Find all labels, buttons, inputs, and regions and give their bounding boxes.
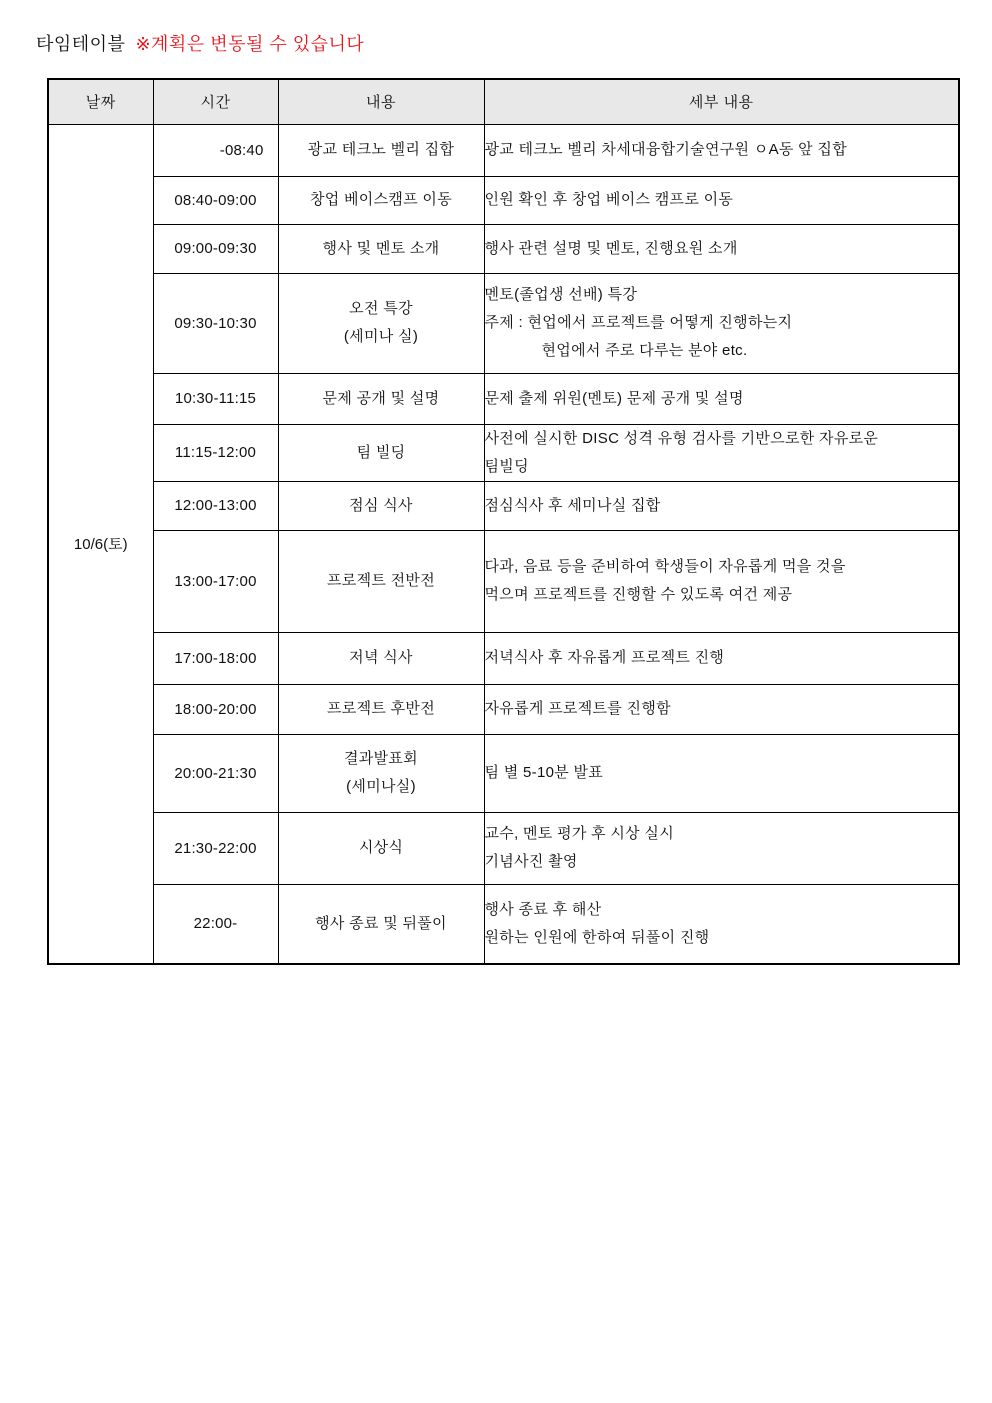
detail-line: 현업에서 주로 다루는 분야 etc. — [541, 342, 748, 359]
detail-line: 점심식사 후 세미나실 집합 — [484, 496, 661, 514]
col-header-time: 시간 — [153, 79, 278, 124]
title-text: 타임테이블 — [36, 34, 126, 54]
detail-cell — [484, 812, 959, 884]
detail-cell — [484, 481, 959, 530]
detail-cell — [484, 632, 959, 684]
date-cell: 10/6(토) — [48, 124, 153, 964]
content-cell — [278, 424, 484, 481]
detail-cell — [484, 373, 959, 424]
header-row — [48, 79, 959, 124]
table-row — [48, 734, 959, 812]
table-row — [48, 373, 959, 424]
table-row — [48, 530, 959, 632]
time-cell: 08:40-09:00 — [153, 176, 278, 224]
time-cell: 09:30-10:30 — [153, 273, 278, 373]
content-cell — [278, 224, 484, 273]
detail-cell — [484, 424, 959, 481]
content-cell — [278, 812, 484, 884]
time-cell: 17:00-18:00 — [153, 632, 278, 684]
detail-cell — [484, 734, 959, 812]
col-header-content: 내용 — [278, 79, 484, 124]
time-cell: 22:00- — [153, 884, 278, 964]
detail-line: 먹으며 프로젝트를 진행할 수 있도록 여건 제공 — [484, 586, 793, 603]
page-title — [36, 30, 364, 56]
detail-cell — [484, 176, 959, 224]
time-cell: -08:40 — [153, 124, 278, 176]
detail-line: 사전에 실시한 DISC 성격 유형 검사를 기반으로한 자유로운 — [484, 429, 879, 447]
detail-line: 자유롭게 프로젝트를 진행함 — [484, 700, 671, 717]
table-row — [48, 812, 959, 884]
table-row — [48, 224, 959, 273]
timetable-body — [48, 124, 959, 964]
detail-cell — [484, 884, 959, 964]
table-row — [48, 124, 959, 176]
detail-line: 주제 : 현업에서 프로젝트를 어떻게 진행하는지 — [484, 314, 793, 331]
detail-line: 기념사진 촬영 — [484, 853, 578, 870]
content-cell — [278, 124, 484, 176]
table-row — [48, 273, 959, 373]
content-cell — [278, 176, 484, 224]
content-line: 점심 식사 — [349, 496, 413, 514]
detail-line: 광교 테크노 벨리 차세대융합기술연구원 ㅇA동 앞 집합 — [484, 141, 847, 158]
content-line: 프로젝트 후반전 — [327, 700, 435, 717]
content-line: 팀 빌딩 — [356, 443, 406, 461]
table-row — [48, 632, 959, 684]
content-cell — [278, 373, 484, 424]
content-line: 저녁 식사 — [349, 649, 413, 666]
detail-line: 팀 별 5-10분 발표 — [484, 764, 604, 781]
content-line: 행사 종료 및 뒤풀이 — [315, 914, 447, 932]
detail-cell — [484, 530, 959, 632]
detail-line: 행사 종료 후 해산 — [484, 900, 602, 918]
time-cell: 09:00-09:30 — [153, 224, 278, 273]
content-line: 창업 베이스캠프 이동 — [309, 191, 453, 208]
time-cell: 10:30-11:15 — [153, 373, 278, 424]
timetable-header — [48, 79, 959, 124]
detail-line: 멘토(졸업생 선배) 특강 — [484, 286, 638, 303]
table-row — [48, 884, 959, 964]
title-note: ※계획은 변동될 수 있습니다 — [135, 34, 365, 54]
content-line: 시상식 — [358, 839, 404, 856]
detail-line: 교수, 멘토 평가 후 시상 실시 — [484, 825, 674, 842]
detail-line: 행사 관련 설명 및 멘토, 진행요원 소개 — [484, 239, 738, 257]
content-cell — [278, 884, 484, 964]
col-header-date: 날짜 — [48, 79, 153, 124]
detail-line: 저녁식사 후 자유롭게 프로젝트 진행 — [484, 649, 725, 666]
table-row — [48, 481, 959, 530]
content-line: 결과발표회 — [344, 750, 418, 767]
content-line: 오전 특강 — [349, 300, 413, 317]
content-line: (세미나실) — [346, 778, 416, 795]
content-line: 문제 공개 및 설명 — [322, 389, 440, 407]
time-cell: 11:15-12:00 — [153, 424, 278, 481]
table-row — [48, 684, 959, 734]
detail-line: 원하는 인원에 한하여 뒤풀이 진행 — [484, 928, 710, 946]
detail-line: 문제 출제 위원(멘토) 문제 공개 및 설명 — [484, 389, 744, 407]
detail-cell — [484, 224, 959, 273]
content-cell — [278, 273, 484, 373]
content-cell — [278, 734, 484, 812]
detail-cell — [484, 684, 959, 734]
content-line: 광교 테크노 벨리 집합 — [307, 141, 455, 158]
content-cell — [278, 632, 484, 684]
detail-cell — [484, 273, 959, 373]
timetable — [47, 78, 960, 965]
content-line: (세미나 실) — [343, 328, 419, 345]
content-line: 행사 및 멘토 소개 — [322, 239, 440, 257]
content-cell — [278, 481, 484, 530]
detail-line: 인원 확인 후 창업 베이스 캠프로 이동 — [484, 191, 734, 208]
time-cell: 13:00-17:00 — [153, 530, 278, 632]
time-cell: 12:00-13:00 — [153, 481, 278, 530]
detail-line: 팀빌딩 — [484, 457, 529, 475]
time-cell: 20:00-21:30 — [153, 734, 278, 812]
col-header-detail: 세부 내용 — [484, 79, 959, 124]
content-cell — [278, 684, 484, 734]
detail-line: 다과, 음료 등을 준비하여 학생들이 자유롭게 먹을 것을 — [484, 558, 846, 575]
time-cell: 21:30-22:00 — [153, 812, 278, 884]
table-row — [48, 424, 959, 481]
detail-cell — [484, 124, 959, 176]
content-line: 프로젝트 전반전 — [327, 572, 435, 589]
time-cell: 18:00-20:00 — [153, 684, 278, 734]
content-cell — [278, 530, 484, 632]
table-row — [48, 176, 959, 224]
